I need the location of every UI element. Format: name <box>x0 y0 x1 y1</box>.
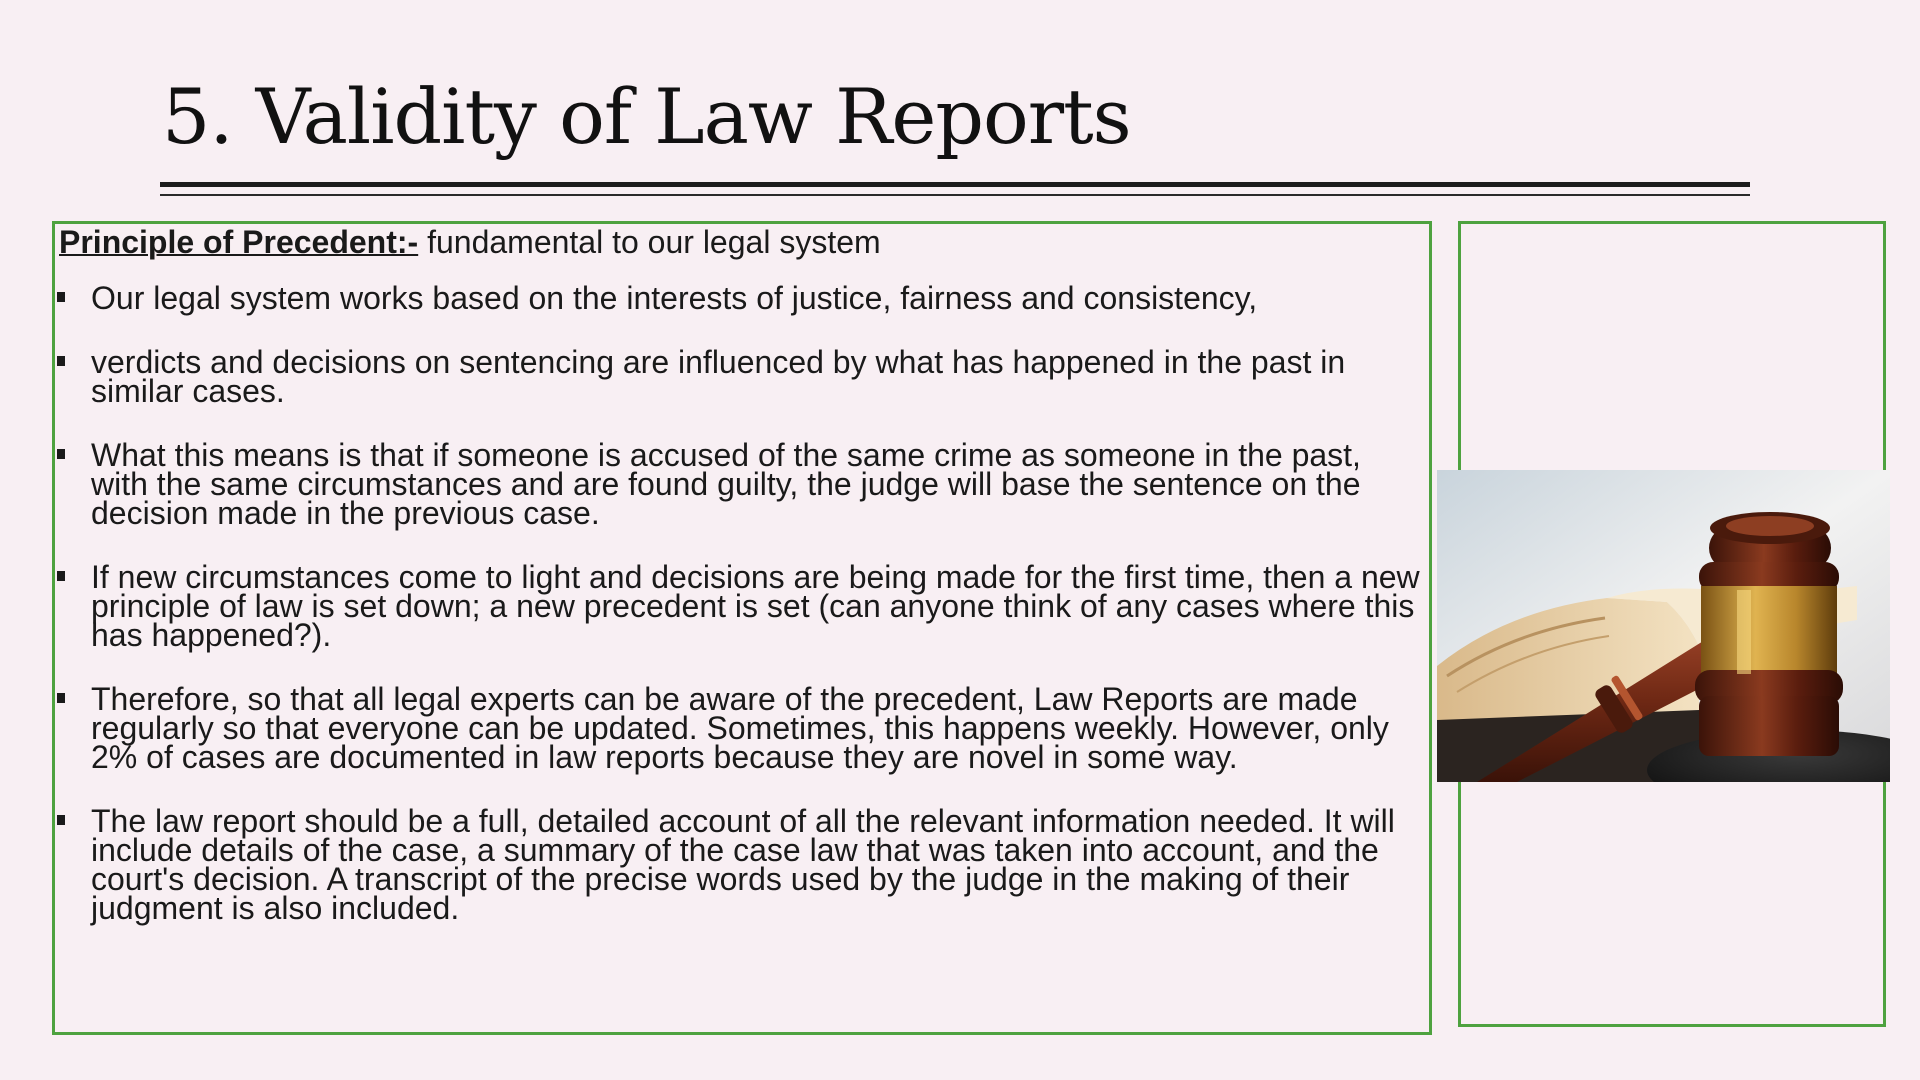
lead-line <box>59 224 881 261</box>
bullet-text: verdicts and decisions on sentencing are influenced by what has happened in the past in similar cases. <box>91 344 1346 409</box>
lead-label: Principle of Precedent:- <box>59 224 419 260</box>
bullet-square-icon <box>57 356 65 366</box>
content-box <box>52 221 1432 1035</box>
list-item <box>55 437 1425 531</box>
bullet-square-icon <box>57 292 65 302</box>
page-title: 5. Validity of Law Reports <box>162 72 1131 161</box>
gavel-icon <box>1437 470 1890 782</box>
bullet-square-icon <box>57 571 65 581</box>
title-divider-thin <box>160 194 1750 196</box>
bullet-text: The law report should be a full, detailed account of all the relevant information needed. It will include details of the case, a summary of the case law that was taken into account, and the court's decision. A transcript of the precise words used by the judge in the making of their judgment is also included. <box>91 803 1395 926</box>
lead-text: fundamental to our legal system <box>418 224 881 260</box>
list-item <box>55 280 1425 316</box>
list-item <box>55 681 1425 775</box>
list-item <box>55 559 1425 653</box>
bullet-text: Our legal system works based on the interests of justice, fairness and consistency, <box>91 280 1258 316</box>
bullet-text: What this means is that if someone is accused of the same crime as someone in the past, with the same circumstances and are found guilty, the judge will base the sentence on the decision made in the previous case. <box>91 437 1361 531</box>
list-item <box>55 803 1425 926</box>
list-item <box>55 344 1425 409</box>
bullet-square-icon <box>57 693 65 703</box>
bullet-text: If new circumstances come to light and decisions are being made for the first time, then a new principle of law is set down; a new precedent is set (can anyone think of any cases where this has happened?). <box>91 559 1420 653</box>
bullet-list <box>55 280 1425 958</box>
bullet-square-icon <box>57 449 65 459</box>
title-divider-thick <box>160 182 1750 187</box>
bullet-text: Therefore, so that all legal experts can be aware of the precedent, Law Reports are made regularly so that everyone can be updated. Sometimes, this happens weekly. However, only 2% of cases are documented in law reports because they are novel in some way. <box>91 681 1389 775</box>
bullet-square-icon <box>57 815 65 825</box>
